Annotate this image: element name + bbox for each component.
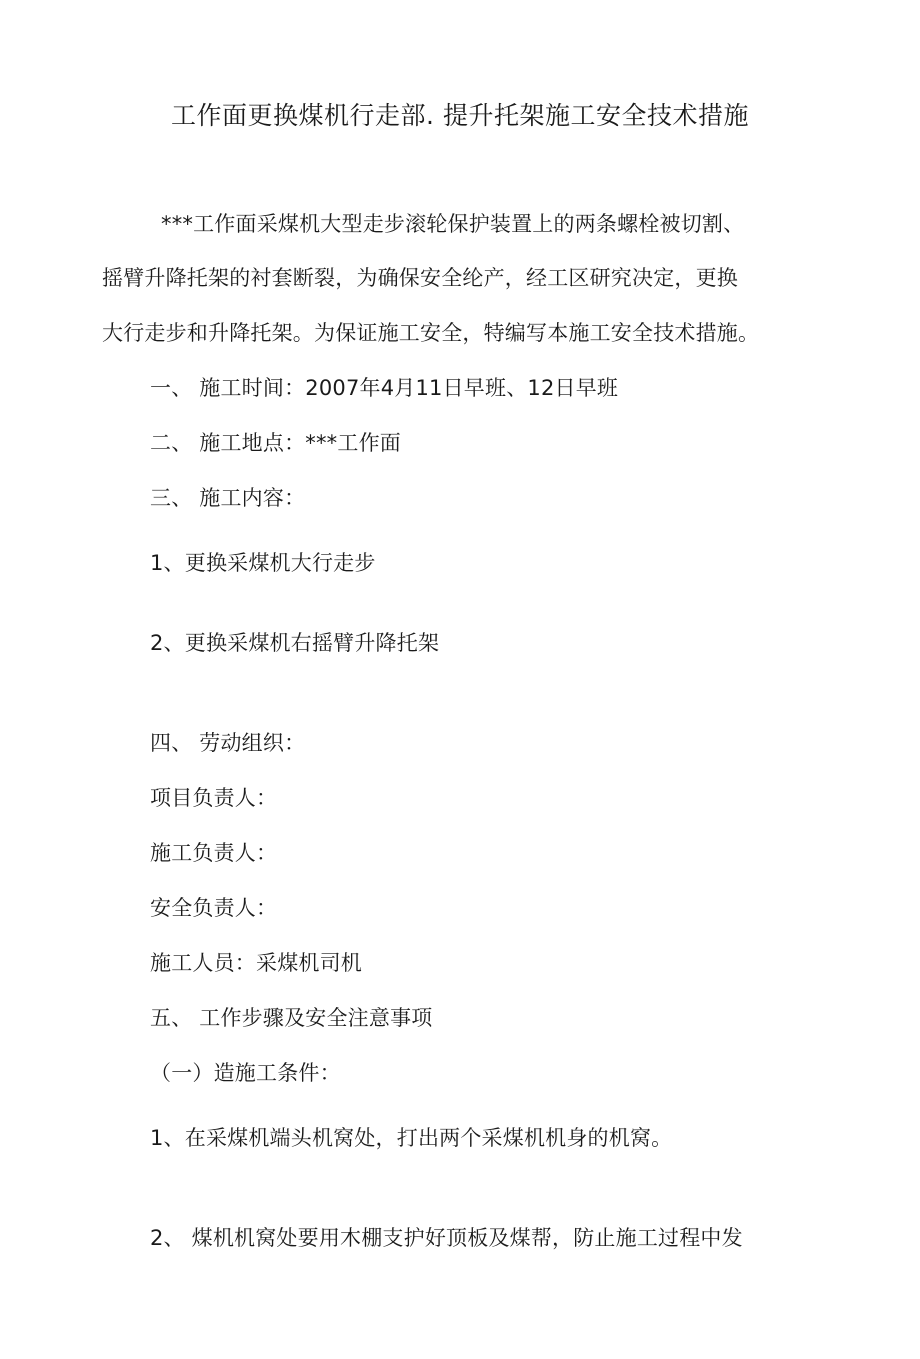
section-heading-content: 三、 施工内容： bbox=[150, 486, 306, 510]
construction-lead-line: 施工负责人： bbox=[150, 841, 278, 865]
subsection-heading-conditions: （一）造施工条件： bbox=[150, 1061, 341, 1085]
workers-line: 施工人员：采煤机司机 bbox=[150, 951, 362, 975]
document-title: 工作面更换煤机行走部. 提升托架施工安全技术措施 bbox=[171, 101, 749, 130]
section-heading-steps: 五、 工作步骤及安全注意事项 bbox=[150, 1006, 433, 1030]
project-lead-line: 项目负责人： bbox=[150, 786, 278, 810]
section-heading-location: 二、 施工地点：***工作面 bbox=[150, 431, 401, 455]
section-heading-time: 一、 施工时间：2007年4月11日早班、12日早班 bbox=[150, 376, 619, 400]
content-item-1: 1、更换采煤机大行走步 bbox=[150, 551, 376, 575]
safety-lead-line: 安全负责人： bbox=[150, 896, 278, 920]
intro-line-3: 大行走步和升降托架。为保证施工安全，特编写本施工安全技术措施。 bbox=[102, 321, 760, 345]
intro-line-1: ***工作面采煤机大型走步滚轮保护装置上的两条螺栓被切割、 bbox=[161, 212, 745, 236]
step-item-1: 1、在采煤机端头机窝处，打出两个采煤机机身的机窝。 bbox=[150, 1126, 673, 1150]
content-item-2: 2、更换采煤机右摇臂升降托架 bbox=[150, 631, 440, 655]
step-item-2: 2、 煤机机窝处要用木棚支护好顶板及煤帮，防止施工过程中发 bbox=[150, 1226, 743, 1250]
intro-line-2: 摇臂升降托架的衬套断裂，为确保安全纶产，经工区研究决定，更换 bbox=[102, 266, 738, 290]
section-heading-labor: 四、 劳动组织： bbox=[150, 731, 306, 755]
